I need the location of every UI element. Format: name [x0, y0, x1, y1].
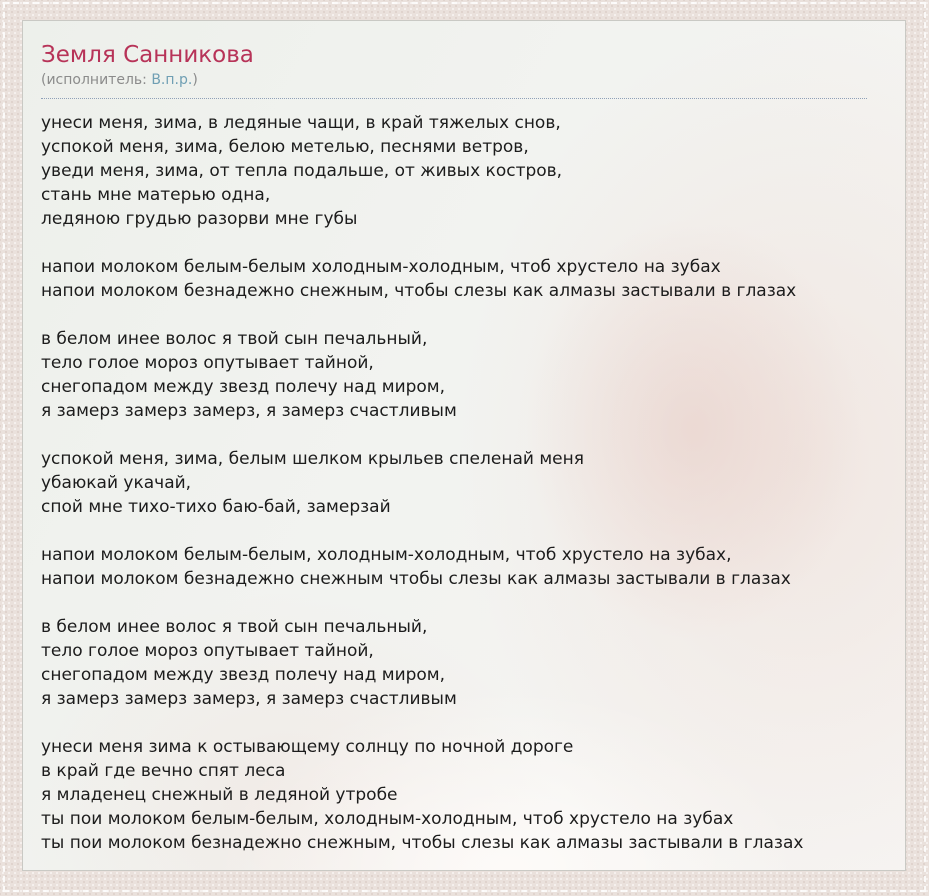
lyrics-stanza: успокой меня, зима, белым шелком крыльев спеленай меня убаюкай укачай, спой мне тихо-тихо баю-бай, замерзай [41, 449, 584, 517]
card-content [23, 21, 905, 855]
page-title: Земля Санникова [41, 42, 254, 68]
artist-line [41, 71, 867, 89]
lyrics-stanza: унеси меня, зима, в ледяные чащи, в край тяжелых снов, успокой меня, зима, белою метелью, песнями ветров, уведи меня, зима, от тепла подальше, от живых костров, стань мне матерью одна, ледяною грудью разорви мне губы [41, 113, 563, 229]
artist-label-prefix: (исполнитель: [41, 72, 152, 88]
lyrics-stanza: напои молоком белым-белым холодным-холодным, чтоб хрустело на зубах напои молоком безнадежно снежным, чтобы слезы как алмазы застывали в глазах [41, 257, 797, 301]
lyrics-stanza: в белом инее волос я твой сын печальный, тело голое мороз опутывает тайной, снегопадом между звезд полечу над миром, я замерз замерз замерз, я замерз счастливым [41, 617, 457, 709]
song-header [41, 41, 867, 99]
lyrics-stanza: в белом инее волос я твой сын печальный, тело голое мороз опутывает тайной, снегопадом между звезд полечу над миром, я замерз замерз замерз, я замерз счастливым [41, 329, 457, 421]
lyrics-stanza: унеси меня зима к остывающему солнцу по ночной дороге в край где вечно спят леса я младенец снежный в ледяной утробе ты пои молоком белым-белым, холодным-холодным, чтоб хрустело на зубах ты пои молоком безнадежно снежным, чтобы слезы как алмазы застывали в глазах [41, 737, 804, 853]
lyrics-stanza: напои молоком белым-белым, холодным-холодным, чтоб хрустело на зубах, напои молоком безнадежно снежным чтобы слезы как алмазы застывали в глазах [41, 545, 791, 589]
artist-label-suffix: ) [192, 72, 198, 88]
artist-link[interactable]: В.п.р. [151, 72, 193, 88]
lyrics-text [41, 111, 887, 855]
lyrics-card [22, 20, 906, 871]
